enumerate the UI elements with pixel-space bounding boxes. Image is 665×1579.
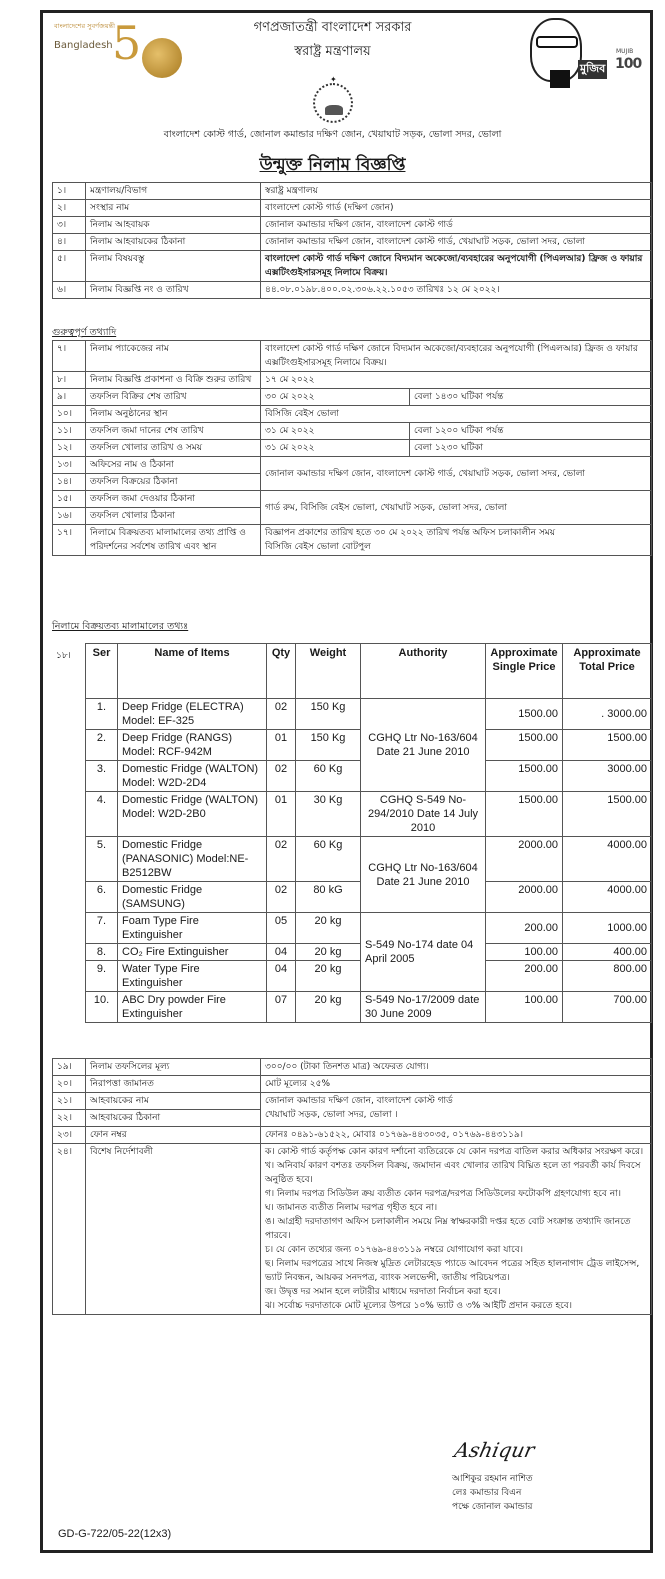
item-total-price: 4000.00 bbox=[563, 837, 652, 882]
item-name: ABC Dry powder Fire Extinguisher bbox=[118, 992, 267, 1023]
signatory-rank: লেঃ কমান্ডার বিএন bbox=[452, 1488, 522, 1498]
row-number: ২৪। bbox=[53, 1144, 86, 1315]
item-single-price: 1500.00 bbox=[486, 761, 563, 792]
item-ser: 10. bbox=[86, 992, 118, 1023]
table-row bbox=[86, 699, 652, 730]
row-label: নিলামে বিক্রয়তব্য মালামালের তথ্য প্রাপ্তি ও পরিদর্শনের সর্বশেষ তারিখ এবং স্থান bbox=[86, 525, 261, 556]
table-row bbox=[53, 234, 652, 251]
table-row bbox=[53, 200, 652, 217]
item-qty: 05 bbox=[267, 913, 296, 944]
row-label: নিলাম বিজ্ঞপ্তি নং ও তারিখ bbox=[86, 282, 261, 299]
row-label: আহবায়কের ঠিকানা bbox=[86, 1110, 261, 1127]
item-qty: 04 bbox=[267, 944, 296, 961]
section-items-heading bbox=[52, 620, 188, 635]
table-row bbox=[53, 217, 652, 234]
item-authority: S-549 No-174 date 04 April 2005 bbox=[361, 913, 486, 992]
row-label: তফসিল জমা দেওয়ার ঠিকানা bbox=[86, 491, 261, 508]
row-number: ৭। bbox=[53, 341, 86, 372]
row-label: বিশেষ নির্দেশাবলী bbox=[86, 1144, 261, 1315]
row-number: ১৭। bbox=[53, 525, 86, 556]
col-header-weight: Weight bbox=[296, 644, 361, 699]
row-number: ১১। bbox=[53, 423, 86, 440]
item-single-price: 2000.00 bbox=[486, 837, 563, 882]
table-row bbox=[53, 183, 652, 200]
row-number: ২। bbox=[53, 200, 86, 217]
table-row bbox=[53, 440, 652, 457]
col-header-name: Name of Items bbox=[118, 644, 267, 699]
row-value: ৩১ মে ২০২২ bbox=[261, 423, 410, 440]
table-row bbox=[53, 389, 652, 406]
instruction-item: ঙ। আগ্রহী দরদাতাগণ অফিস চলাকালীন সময়ে নিম্ন স্বাক্ষরকারী দপ্তর হতে বোট সংক্রান্ত তথ্যাদি জানতে পারবে। bbox=[265, 1217, 631, 1241]
row-label: নিরাপত্তা জামানত bbox=[86, 1076, 261, 1093]
item-ser: 3. bbox=[86, 761, 118, 792]
item-name: Domestic Fridge (WALTON) Model: W2D-2D4 bbox=[118, 761, 267, 792]
item-qty: 02 bbox=[267, 837, 296, 882]
important-table bbox=[52, 340, 652, 556]
item-weight: 20 kg bbox=[296, 913, 361, 944]
items-table bbox=[85, 643, 652, 1023]
item-authority: CGHQ Ltr No-163/604 Date 21 June 2010 bbox=[361, 837, 486, 913]
table-row bbox=[53, 341, 652, 372]
row-number: ২১। bbox=[53, 1093, 86, 1110]
row-value: বিসিজি বেইস ভোলা bbox=[261, 406, 652, 423]
instruction-item: চ। যে কোন তথ্যের জন্য ০১৭৬৯-৪৪৩১১৯ নম্বরে যোগাযোগ করা যাবে। bbox=[265, 1245, 523, 1255]
row-label: নিলাম আহবায়ক bbox=[86, 217, 261, 234]
item-name: Domestic Fridge (SAMSUNG) bbox=[118, 882, 267, 913]
items-header-row bbox=[86, 644, 652, 699]
item-weight: 150 Kg bbox=[296, 730, 361, 761]
jubilee-country: Bangladesh bbox=[54, 40, 113, 51]
item-total-price: 1500.00 bbox=[563, 792, 652, 837]
phone-numbers: ফোনঃ ০৪৯১-৬১৫২২, মোবাঃ ০১৭৬৯-৪৪৩০৩৫, ০১৭৬৯-৪৪৩১১৯। bbox=[261, 1127, 652, 1144]
item-weight: 20 kg bbox=[296, 961, 361, 992]
row-number: ১৪। bbox=[53, 474, 86, 491]
item-single-price: 100.00 bbox=[486, 944, 563, 961]
convener-name: জোনাল কমান্ডার দক্ষিণ জোন, বাংলাদেশ কোস্ট গার্ড bbox=[265, 1096, 453, 1106]
row-number: ১৮। bbox=[56, 651, 71, 661]
table-row bbox=[53, 1093, 652, 1110]
table-row bbox=[86, 792, 652, 837]
row-value: ৪৪.০৮.০১৯৮.৪০০.০২.৩০৬.২২.১০৫৩ তারিখঃ ১২ মে ২০২২। bbox=[261, 282, 652, 299]
table-row bbox=[53, 423, 652, 440]
item-ser: 2. bbox=[86, 730, 118, 761]
row-label: অফিসের নাম ও ঠিকানা bbox=[86, 457, 261, 474]
table-row bbox=[86, 837, 652, 882]
row-label: নিলাম প্যাকেজের নাম bbox=[86, 341, 261, 372]
item-name: Domestic Fridge (PANASONIC) Model:NE-B2512BW bbox=[118, 837, 267, 882]
item-ser: 8. bbox=[86, 944, 118, 961]
table-row bbox=[53, 282, 652, 299]
row-value-time: বেলা ১৪৩০ ঘটিকা পর্যন্ত bbox=[410, 389, 652, 406]
item-ser: 4. bbox=[86, 792, 118, 837]
table-row bbox=[86, 913, 652, 944]
row-label: তফসিল বিক্রয়ের ঠিকানা bbox=[86, 474, 261, 491]
row-value-time: বেলা ১২০০ ঘটিকা পর্যন্ত bbox=[410, 423, 652, 440]
table-row bbox=[53, 1076, 652, 1093]
instruction-item: জ। উদ্বৃত্ত দর সমান হলে লটারীর মাধ্যমে দরদাতা নির্বাচন করা হবে। bbox=[265, 1287, 501, 1297]
row-number: ৪। bbox=[53, 234, 86, 251]
item-weight: 30 Kg bbox=[296, 792, 361, 837]
item-weight: 20 kg bbox=[296, 992, 361, 1023]
table-row bbox=[53, 1059, 652, 1076]
row-number: ২২। bbox=[53, 1110, 86, 1127]
row-number: ৬। bbox=[53, 282, 86, 299]
row-value: বাংলাদেশ কোস্ট গার্ড দক্ষিণ জোনে বিদ্যমান অকেজো/ব্যবহারের অনুপযোগী (পিএলআর) ফ্রিজ ও ফায়ার এক্সটিংগুইসারসমূহ নিলামে বিক্রয়। bbox=[261, 341, 652, 372]
coast-guard-emblem-icon bbox=[313, 75, 353, 123]
item-qty: 02 bbox=[267, 699, 296, 730]
row-value: ৩০০/০০ (টাকা তিনশত মাত্র) অফেরত যোগ্য। bbox=[261, 1059, 652, 1076]
item-total-price: . 3000.00 bbox=[563, 699, 652, 730]
row-label: তফসিল বিক্রির শেষ তারিখ bbox=[86, 389, 261, 406]
row-value bbox=[261, 1093, 652, 1127]
item-weight: 20 kg bbox=[296, 944, 361, 961]
instruction-item: ঝ। সর্বোচ্চ দরদাতাকে মোট মূল্যের উপরে ১০% ভ্যাট ও ৩% আইটি প্রদান করতে হবে। bbox=[265, 1301, 573, 1311]
item-total-price: 1000.00 bbox=[563, 913, 652, 944]
mujib-number: 100 bbox=[615, 56, 642, 72]
table-row bbox=[53, 491, 652, 508]
table-row bbox=[53, 457, 652, 474]
item-single-price: 1500.00 bbox=[486, 699, 563, 730]
instruction-item: ক। কোস্ট গার্ড কর্তৃপক্ষ কোন কারণ দর্শানো ব্যতিরেকে যে কোন দরপত্র বাতিল করার অধিকার সংরক্ষণ করে। bbox=[265, 1147, 644, 1157]
item-total-price: 800.00 bbox=[563, 961, 652, 992]
row-number: ১২। bbox=[53, 440, 86, 457]
row-number: ২০। bbox=[53, 1076, 86, 1093]
jubilee-text: বাংলাদেশের সুবর্ণজয়ন্তী bbox=[54, 22, 115, 30]
row-number: ১০। bbox=[53, 406, 86, 423]
item-qty: 02 bbox=[267, 882, 296, 913]
row-label: নিলাম অনুষ্ঠানের স্থান bbox=[86, 406, 261, 423]
item-ser: 6. bbox=[86, 882, 118, 913]
item-single-price: 1500.00 bbox=[486, 792, 563, 837]
row-label: নিলাম তফসিলের মূল্য bbox=[86, 1059, 261, 1076]
item-qty: 01 bbox=[267, 792, 296, 837]
row-label: নিলাম বিষয়বস্তু bbox=[86, 251, 261, 282]
signatory-on-behalf: পক্ষে জোনাল কমান্ডার bbox=[452, 1502, 533, 1512]
row-value: ৩০ মে ২০২২ bbox=[261, 389, 410, 406]
emblem-crest-icon: ✦ bbox=[330, 75, 337, 84]
row-value bbox=[261, 525, 652, 556]
item-ser: 9. bbox=[86, 961, 118, 992]
inspection-place: বিসিজি বেইস ভোলা বোটপুল bbox=[265, 542, 371, 552]
office-address-value: জোনাল কমান্ডার দক্ষিণ জোন, বাংলাদেশ কোস্ট গার্ড, খেয়াঘাট সড়ক, ভোলা সদর, ভোলা bbox=[261, 457, 652, 491]
govt-name: গণপ্রজাতন্ত্রী বাংলাদেশ সরকার bbox=[253, 20, 412, 35]
instruction-item: ছ। নিলাম দরপত্রের সাথে নিজস্ব মুদ্রিত লেটারহেড প্যাডে আবেদন পত্রের সহিত হালনাগাদ ট্রেড লাইসেন্স, ভ্যাট নিবন্ধন, আয়কর সনদপত্র, ব্যাংক সলভেন্সী, জাতীয় পরিচয়পত্র। bbox=[265, 1259, 640, 1283]
row-value: বাংলাদেশ কোস্ট গার্ড (দক্ষিণ জোন) bbox=[261, 200, 652, 217]
coat-shape bbox=[550, 70, 570, 88]
ministry-name: স্বরাষ্ট্র মন্ত্রণালয় bbox=[294, 44, 371, 59]
item-single-price: 200.00 bbox=[486, 961, 563, 992]
item-ser: 1. bbox=[86, 699, 118, 730]
section-important-heading: গুরুত্বপূর্ণ তথ্যাদি bbox=[52, 327, 117, 338]
row-value: জোনাল কমান্ডার দক্ষিণ জোন, বাংলাদেশ কোস্ট গার্ড bbox=[261, 217, 652, 234]
row-label: নিলাম বিজ্ঞপ্তি প্রকাশনা ও বিক্রি শুরুর তারিখ bbox=[86, 372, 261, 389]
row-number: ১৬। bbox=[53, 508, 86, 525]
section-items-label: নিলামে বিক্রয়তব্য মালামালের তথ্যঃ bbox=[52, 621, 189, 632]
item-name: Water Type Fire Extinguisher bbox=[118, 961, 267, 992]
item-qty: 01 bbox=[267, 730, 296, 761]
row-label: নিলাম আহবায়কের ঠিকানা bbox=[86, 234, 261, 251]
table-row bbox=[53, 372, 652, 389]
signatory-name: আশিকুর রহমান নাশিত bbox=[452, 1474, 533, 1484]
row-value: বাংলাদেশ কোস্ট গার্ড দক্ষিণ জোনে বিদ্যমান অকেজো/ব্যবহারের অনুপযোগী (পিএলআর) ফ্রিজ ও ফায়ার এক্সটিংগুইসারসমূহ নিলামে বিক্রয়। bbox=[261, 251, 652, 282]
notice-title: উন্মুক্ত নিলাম বিজ্ঞপ্তি bbox=[259, 155, 406, 175]
instruction-item: খ। অনিবার্য কারণ বশতঃ তফসিল বিক্রয়, জমাদান এবং খোলার তারিখ বিঘ্নিত হলে তা পরবর্তী কার্য দিবসে অনুষ্ঠিত হবে। bbox=[265, 1161, 641, 1185]
item-weight: 60 Kg bbox=[296, 761, 361, 792]
item-qty: 02 bbox=[267, 761, 296, 792]
item-name: CO₂ Fire Extinguisher bbox=[118, 944, 267, 961]
row-number: ১৫। bbox=[53, 491, 86, 508]
row-number: ১। bbox=[53, 183, 86, 200]
row-value: জোনাল কমান্ডার দক্ষিণ জোন, বাংলাদেশ কোস্ট গার্ড, খেয়াঘাট সড়ক, ভোলা সদর, ভোলা bbox=[261, 234, 652, 251]
tail-table bbox=[52, 1058, 652, 1315]
item-qty: 07 bbox=[267, 992, 296, 1023]
row-value-time: বেলা ১২৩০ ঘটিকা bbox=[410, 440, 652, 457]
table-row bbox=[53, 525, 652, 556]
ad-reference-code: GD-G-722/05-22(12x3) bbox=[58, 1528, 172, 1540]
office-address: বাংলাদেশ কোস্ট গার্ড, জোনাল কমান্ডার দক্ষিণ জোন, খেয়াঘাট সড়ক, ভোলা সদর, ভোলা bbox=[163, 129, 502, 140]
row-number: ৫। bbox=[53, 251, 86, 282]
col-header-single-price: Approximate Single Price bbox=[486, 644, 563, 699]
item-authority: S-549 No-17/2009 date 30 June 2009 bbox=[361, 992, 486, 1023]
item-name: Domestic Fridge (WALTON) Model: W2D-2B0 bbox=[118, 792, 267, 837]
row-label: তফসিল জমা দানের শেষ তারিখ bbox=[86, 423, 261, 440]
instruction-item: ঘ। জামানত ব্যতীত নিলাম দরপত্র গৃহীত হবে না। bbox=[265, 1203, 438, 1213]
item-total-price: 400.00 bbox=[563, 944, 652, 961]
item-ser: 5. bbox=[86, 837, 118, 882]
table-row bbox=[53, 251, 652, 282]
item-total-price: 1500.00 bbox=[563, 730, 652, 761]
row-number: ৩। bbox=[53, 217, 86, 234]
mujib-badge: মুজিব bbox=[578, 60, 607, 79]
row-label: তফসিল খোলার তারিখ ও সময় bbox=[86, 440, 261, 457]
row-value: স্বরাষ্ট্র মন্ত্রণালয় bbox=[261, 183, 652, 200]
signatory-block bbox=[452, 1472, 533, 1514]
item-authority: CGHQ S-549 No-294/2010 Date 14 July 2010 bbox=[361, 792, 486, 837]
special-instructions bbox=[261, 1144, 652, 1315]
item-qty: 04 bbox=[267, 961, 296, 992]
row-number: ১৯। bbox=[53, 1059, 86, 1076]
col-header-qty: Qty bbox=[267, 644, 296, 699]
row-label: সংস্থার নাম bbox=[86, 200, 261, 217]
table-row bbox=[86, 992, 652, 1023]
item-name: Foam Type Fire Extinguisher bbox=[118, 913, 267, 944]
item-weight: 80 kG bbox=[296, 882, 361, 913]
item-single-price: 200.00 bbox=[486, 913, 563, 944]
item-total-price: 700.00 bbox=[563, 992, 652, 1023]
item-name: Deep Fridge (ELECTRA) Model: EF-325 bbox=[118, 699, 267, 730]
table-row bbox=[53, 406, 652, 423]
row-value: ৩১ মে ২০২২ bbox=[261, 440, 410, 457]
item-weight: 60 Kg bbox=[296, 837, 361, 882]
info-table bbox=[52, 182, 652, 299]
col-header-ser: Ser bbox=[86, 644, 118, 699]
mujib-label: MUJIB bbox=[616, 48, 634, 55]
inspection-period: বিজ্ঞাপন প্রকাশের তারিখ হতে ৩০ মে ২০২২ তারিখ পর্যন্ত অফিস চলাকালীন সময় bbox=[265, 528, 556, 538]
item-total-price: 4000.00 bbox=[563, 882, 652, 913]
item-weight: 150 Kg bbox=[296, 699, 361, 730]
item-single-price: 1500.00 bbox=[486, 730, 563, 761]
row-number: ৮। bbox=[53, 372, 86, 389]
instruction-item: গ। নিলাম দরপত্র সিডিউল ক্রয় ব্যতীত কোন দরপত্র/দরপত্র সিডিউলের ফটোকপি গ্রহণযোগ্য হবে না। bbox=[265, 1189, 621, 1199]
jubilee-number: 5 bbox=[112, 16, 142, 70]
item-ser: 7. bbox=[86, 913, 118, 944]
row-number: ১৩। bbox=[53, 457, 86, 474]
row-label: ফোন নম্বর bbox=[86, 1127, 261, 1144]
row-value: ১৭ মে ২০২২ bbox=[261, 372, 652, 389]
col-header-total-price: Approximate Total Price bbox=[563, 644, 652, 699]
table-row bbox=[53, 1127, 652, 1144]
item-name: Deep Fridge (RANGS) Model: RCF-942M bbox=[118, 730, 267, 761]
item-authority: CGHQ Ltr No-163/604 Date 21 June 2010 bbox=[361, 699, 486, 792]
row-label: মন্ত্রণালয়/বিভাগ bbox=[86, 183, 261, 200]
row-number: ৯। bbox=[53, 389, 86, 406]
row-number: ২৩। bbox=[53, 1127, 86, 1144]
col-header-authority: Authority bbox=[361, 644, 486, 699]
row-label: তফসিল খোলার ঠিকানা bbox=[86, 508, 261, 525]
convener-address: খেয়াঘাট সড়ক, ভোলা সদর, ভোলা । bbox=[265, 1110, 398, 1120]
row-label: আহবায়কের নাম bbox=[86, 1093, 261, 1110]
table-row bbox=[53, 1144, 652, 1315]
item-single-price: 2000.00 bbox=[486, 882, 563, 913]
row-value: মোট মূল্যের ২৫% bbox=[261, 1076, 652, 1093]
item-total-price: 3000.00 bbox=[563, 761, 652, 792]
signature-scrawl: Ashiqur bbox=[452, 1438, 537, 1462]
item-single-price: 100.00 bbox=[486, 992, 563, 1023]
emblem-ship-icon bbox=[325, 105, 343, 115]
guard-room-address-value: গার্ড রুম, বিসিজি বেইস ভোলা, খেয়াঘাট সড়ক, ভোলা সদর, ভোলা bbox=[261, 491, 652, 525]
